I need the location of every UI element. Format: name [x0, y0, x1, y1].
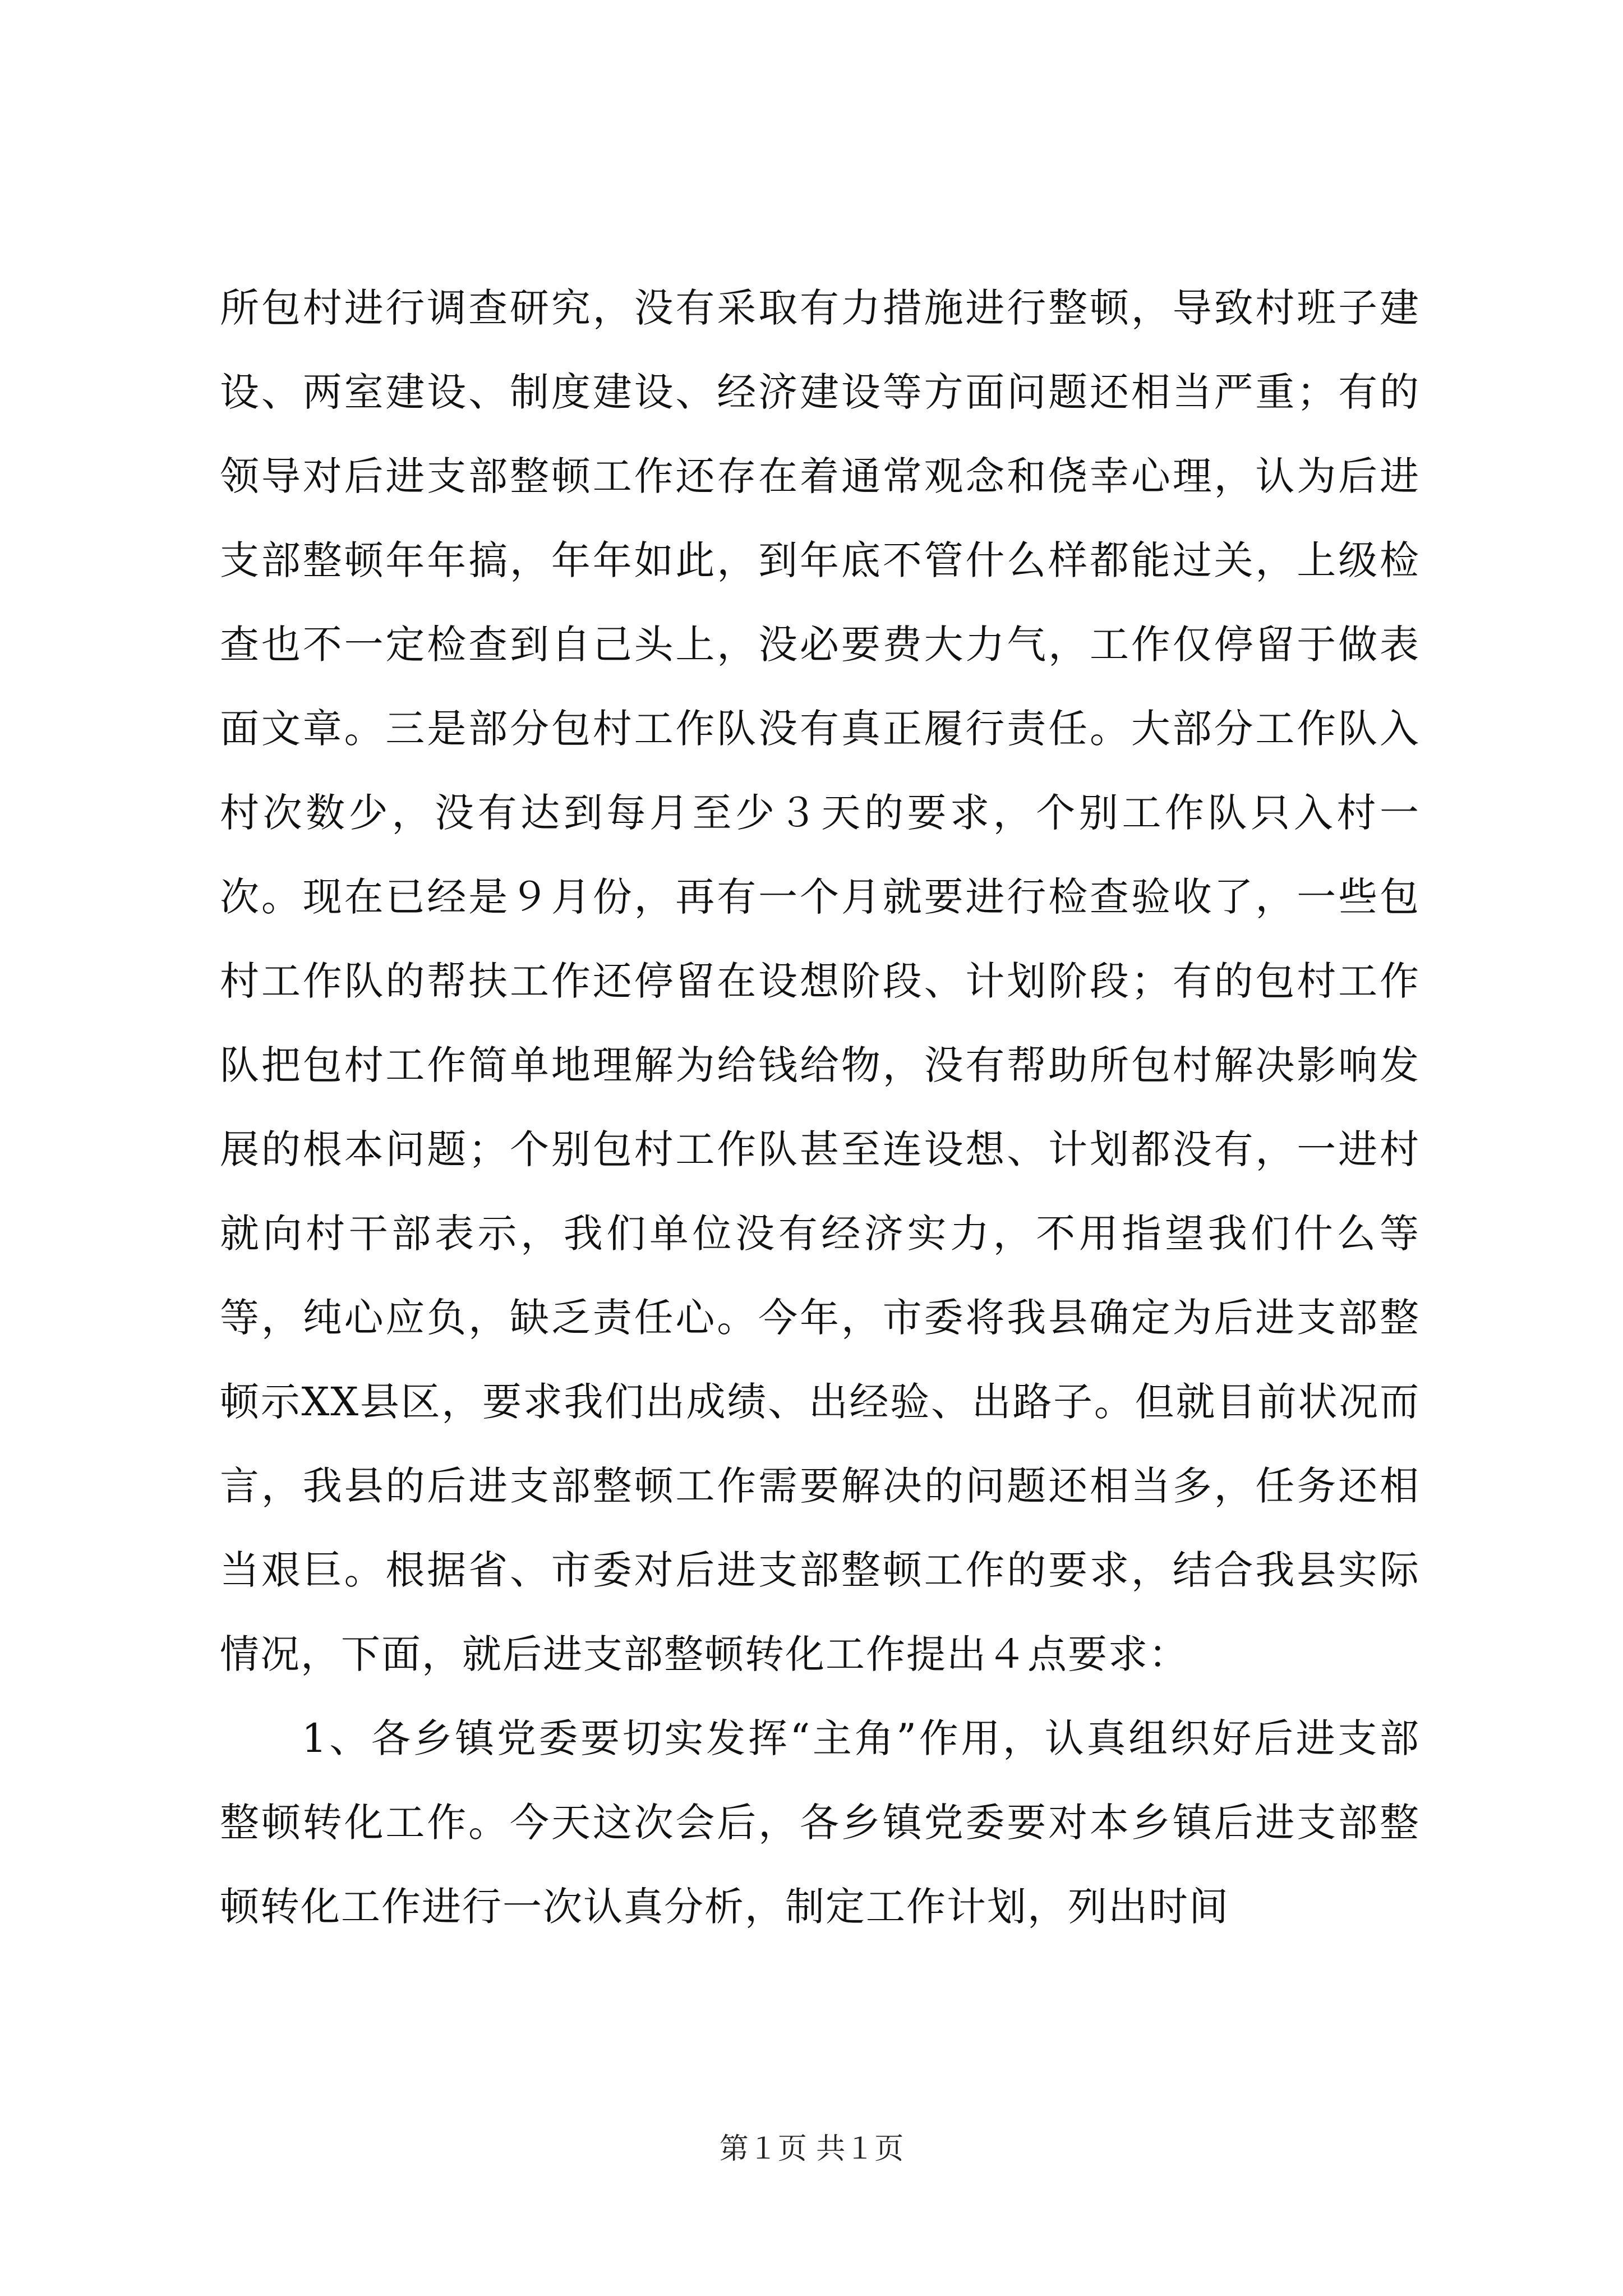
page-footer: 第１页 共１页 [719, 2132, 904, 2166]
body-paragraph-1: 所包村进行调查研究，没有采取有力措施进行整顿，导致村班子建设、两室建设、制度建设、经济建设等方面问题还相当严重；有的领导对后进支部整顿工作还存在着通常观念和侥幸心理，认为后进支部整顿年年搞，年年如此，到年底不管什么样都能过关，上级检查也不一定检查到自己头上，没必要费大力气，工作仅停留于做表面文章。三是部分包村工作队没有真正履行责任。大部分工作队入村次数少，没有达到每月至少３天的要求，个别工作队只入村一次。现在已经是９月份，再有一个月就要进行检查验收了，一些包村工作队的帮扶工作还停留在设想阶段、计划阶段；有的包村工作队把包村工作简单地理解为给钱给物，没有帮助所包村解决影响发展的根本问题；个别包村工作队甚至连设想、计划都没有，一进村就向村干部表示，我们单位没有经济实力，不用指望我们什么等等，纯心应负，缺乏责任心。今年，市委将我县确定为后进支部整顿示XX县区，要求我们出成绩、出经验、出路子。但就目前状况而言，我县的后进支部整顿工作需要解决的问题还相当多，任务还相当艰巨。根据省、市委对后进支部整顿工作的要求，结合我县实际情况，下面，就后进支部整顿转化工作提出４点要求： [220, 285, 1420, 1677]
body-paragraph-2: 1、各乡镇党委要切实发挥“主角”作用，认真组织好后进支部整顿转化工作。今天这次会后，各乡镇党委要对本乡镇后进支部整顿转化工作进行一次认真分析，制定工作计划，列出时间 [220, 1715, 1420, 1930]
document-body [220, 266, 1420, 1949]
